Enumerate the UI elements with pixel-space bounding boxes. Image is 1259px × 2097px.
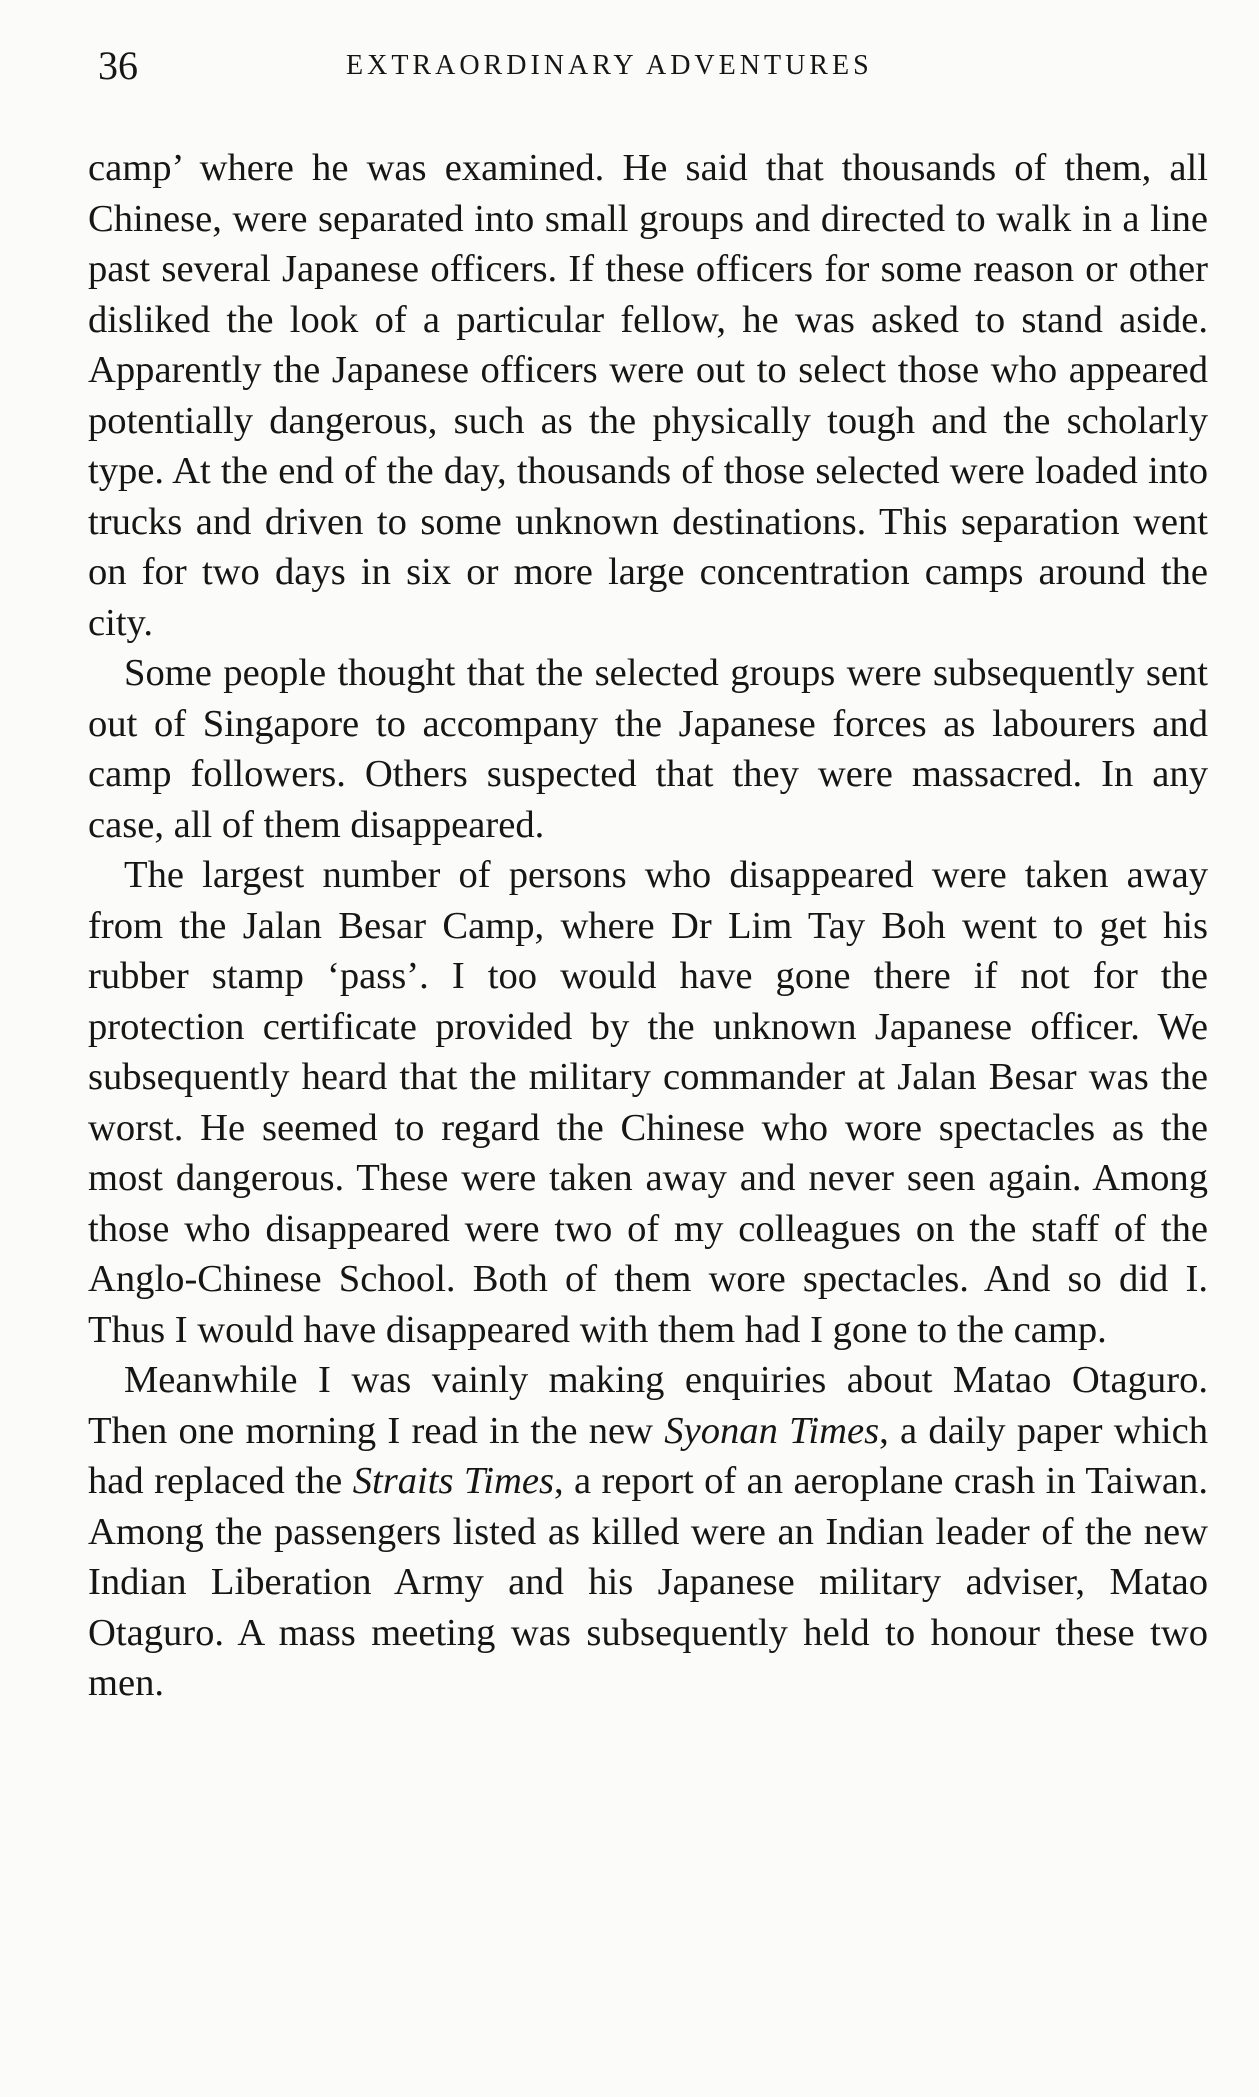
- newspaper-title-syonan-times: Syonan Times: [664, 1409, 880, 1452]
- paragraph-1-text: camp’ where he was examined. He said that thousands of them, all Chinese, were separated into small groups and directed to walk in a line past several Japanese officers. If these officers for some reason or other disliked the look of a particular fellow, he was asked to stand aside. Apparently the Japanese officers were out to select those who appeared potentially dangerous, such as the physically tough and the scholarly type. At the end of the day, thousands of those selected were loaded into trucks and driven to some unknown destinations. This separation went on for two days in six or more large concentration camps around the city.: [88, 147, 1208, 644]
- paragraph-3: [88, 850, 1208, 1355]
- paragraph-1: [88, 143, 1208, 648]
- paragraph-4-text-a: Meanwhile I was vainly making enquiries about Matao Otaguro. Then one morning I read in the new: [88, 1359, 1208, 1452]
- paragraph-4-text-b: , a daily paper which had replaced the: [88, 1409, 1208, 1502]
- paragraph-2: [88, 648, 1208, 850]
- paragraph-2-text: Some people thought that the selected groups were subsequently sent out of Singapore to accompany the Japanese forces as labourers and camp followers. Others suspected that they were massacred. In any case, all of them disappeared.: [88, 652, 1208, 846]
- running-head: [98, 36, 1208, 96]
- body-text: [88, 143, 1208, 1709]
- running-head-title: EXTRAORDINARY ADVENTURES: [346, 50, 873, 81]
- paragraph-4-text-c: , a report of an aeroplane crash in Taiwan. Among the passengers listed as killed were an Indian leader of the new Indian Liberation Army and his Japanese military adviser, Matao Otaguro. A mass meeting was subsequently held to honour these two men.: [88, 1460, 1208, 1704]
- paragraph-3-text: The largest number of persons who disappeared were taken away from the Jalan Besar Camp, where Dr Lim Tay Boh went to get his rubber stamp ‘pass’. I too would have gone there if not for the protection certificate provided by the unknown Japanese officer. We subsequently heard that the military commander at Jalan Besar was the worst. He seemed to regard the Chinese who wore spectacles as the most dangerous. These were taken away and never seen again. Among those who disappeared were two of my colleagues on the staff of the Anglo-Chinese School. Both of them wore spectacles. And so did I. Thus I would have disappeared with them had I gone to the camp.: [88, 854, 1208, 1351]
- paragraph-4: [88, 1355, 1208, 1709]
- page-number: 36: [98, 43, 138, 88]
- newspaper-title-straits-times: Straits Times: [352, 1460, 554, 1502]
